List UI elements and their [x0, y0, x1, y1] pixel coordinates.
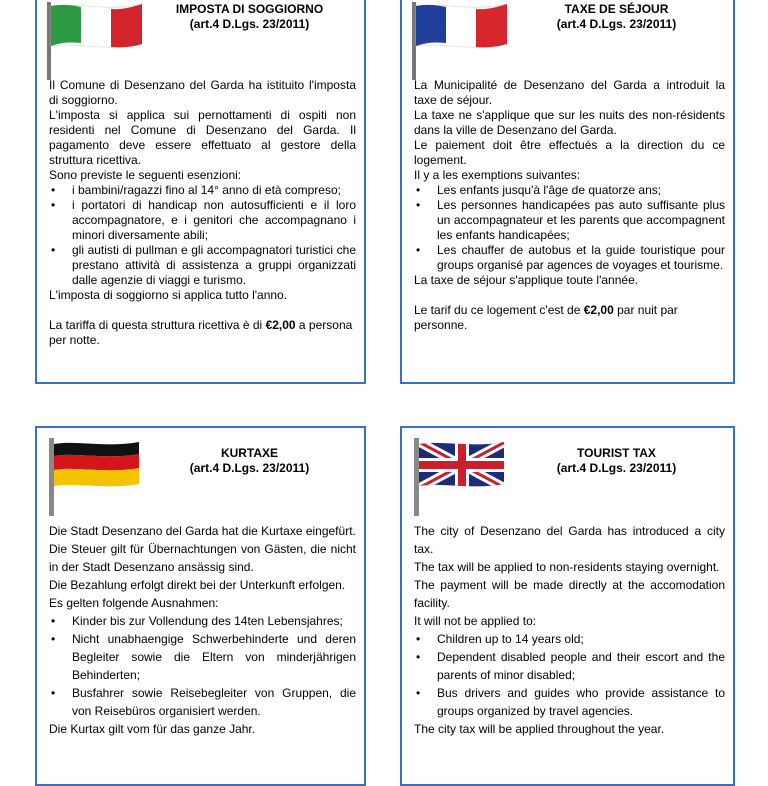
paragraph: The payment will be made directly at the accomodation facility.	[414, 578, 725, 610]
rate-amount: €2,00	[583, 303, 614, 317]
paragraph: L'imposta si applica sui pernottamenti di ospiti non residenti nel Comune di Desenzano del Garda. Il pagamento deve essere effettuato al gestore della struttura ricettiva.	[49, 108, 356, 167]
card-title: KURTAXE	[220, 446, 279, 460]
card-german	[35, 426, 366, 786]
intro-text: The city of Desenzano del Garda has introduced a city tax.	[414, 524, 725, 556]
intro-text: Il Comune di Desenzano del Garda ha istituito l'imposta di soggiorno.	[49, 78, 356, 107]
list-item: • Kinder bis zur Vollendung des 14ten Lebensjahres;	[72, 612, 356, 630]
exemption-list	[49, 183, 356, 288]
list-item: • Nicht unabhaengige Schwerbehinderte und deren Begleiter sowie die Eltern von minderjährigen Behinderten;	[72, 630, 356, 684]
card-title: TAXE DE SÉJOUR	[564, 2, 669, 16]
card-italian	[35, 0, 366, 384]
paragraph: Die Steuer gilt für Übernachtungen von Gästen, die nicht in der Stadt Desenzano ansässig sind.	[49, 542, 356, 574]
list-item: • Les personnes handicapées pas auto suffisante plus un accompagnateur et les parents que accompagnent les enfants handicapées;	[437, 198, 725, 243]
exemptions-heading: Il y a les exemptions suivantes:	[414, 168, 581, 182]
rate-amount: €2,00	[265, 318, 296, 332]
card-header	[141, 2, 358, 32]
german-flag-icon	[47, 438, 142, 516]
card-header	[506, 2, 727, 32]
list-item: • Busfahrer sowie Reisebegleiter von Gruppen, die von Reisebüros organisiert werden.	[72, 684, 356, 720]
list-item: • i bambini/ragazzi fino al 14° anno di età compreso;	[72, 183, 356, 198]
card-body	[414, 522, 725, 738]
list-item: • gli autisti di pullman e gli accompagnatori turistici che prestano attività di assistenza a gruppi organizzati dalle agenzie di viaggi e turismo.	[72, 243, 356, 288]
paragraph: La taxe ne s'applique que sur les nuits des non-résidents dans la ville de Desenzano del Garda.	[414, 108, 725, 137]
paragraph: L'imposta di soggiorno si applica tutto l'anno.	[49, 288, 288, 302]
paragraph: The city tax will be applied throughout the year.	[414, 722, 665, 736]
paragraph: La taxe de séjour s'applique toute l'année.	[414, 273, 639, 287]
exemption-list	[49, 612, 356, 720]
card-subtitle: (art.4 D.Lgs. 23/2011)	[189, 461, 310, 475]
exemption-list	[414, 183, 725, 273]
rate-text: Le tarif du ce logement c'est de €2,00 par nuit par personne.	[414, 303, 678, 332]
list-item: • Les enfants jusqu'à l'âge de quatorze ans;	[437, 183, 725, 198]
card-subtitle: (art.4 D.Lgs. 23/2011)	[189, 17, 310, 31]
intro-text: La Municipalité de Desenzano del Garda a introduit la taxe de séjour.	[414, 78, 725, 107]
intro-text: Die Stadt Desenzano del Garda hat die Kurtaxe eingefürt.	[49, 524, 356, 538]
exemption-list	[414, 630, 725, 720]
list-item: • Les chauffer de autobus et la guide touristique pour groups organisé par agences de voyages et tourisme.	[437, 243, 725, 273]
card-body	[49, 522, 356, 738]
paragraph: Le paiement doit être effectués a la direction du ce logement.	[414, 138, 725, 167]
exemptions-heading: It will not be applied to:	[414, 614, 537, 628]
card-subtitle: (art.4 D.Lgs. 23/2011)	[556, 17, 677, 31]
card-title: TOURIST TAX	[577, 446, 656, 460]
card-header	[141, 446, 358, 476]
french-flag-icon	[412, 2, 507, 80]
card-header	[506, 446, 727, 476]
card-body	[49, 78, 356, 348]
paragraph: Die Kurtax gilt vom für das ganze Jahr.	[49, 722, 256, 736]
uk-flag-icon	[412, 438, 507, 516]
list-item: • Bus drivers and guides who provide assistance to groups organized by travel agencies.	[437, 684, 725, 720]
card-french	[400, 0, 735, 384]
list-item: • i portatori di handicap non autosufficienti e il loro accompagnatore, e i genitori che accompagnano i minori diversamente abili;	[72, 198, 356, 243]
list-item: • Children up to 14 years old;	[437, 630, 725, 648]
card-subtitle: (art.4 D.Lgs. 23/2011)	[556, 461, 677, 475]
exemptions-heading: Sono previste le seguenti esenzioni:	[49, 168, 242, 182]
paragraph: The tax will be applied to non-residents staying overnight.	[414, 560, 720, 574]
card-title: IMPOSTA DI SOGGIORNO	[175, 2, 324, 16]
italian-flag-icon	[47, 2, 142, 80]
paragraph: Die Bezahlung erfolgt direkt bei der Unterkunft erfolgen.	[49, 578, 346, 592]
rate-text: La tariffa di questa struttura ricettiva è di €2,00 a persona per notte.	[49, 318, 353, 347]
card-english	[400, 426, 735, 786]
list-item: • Dependent disabled people and their escort and the parents of minor disabled;	[437, 648, 725, 684]
card-body	[414, 78, 725, 333]
exemptions-heading: Es gelten folgende Ausnahmen:	[49, 596, 219, 610]
